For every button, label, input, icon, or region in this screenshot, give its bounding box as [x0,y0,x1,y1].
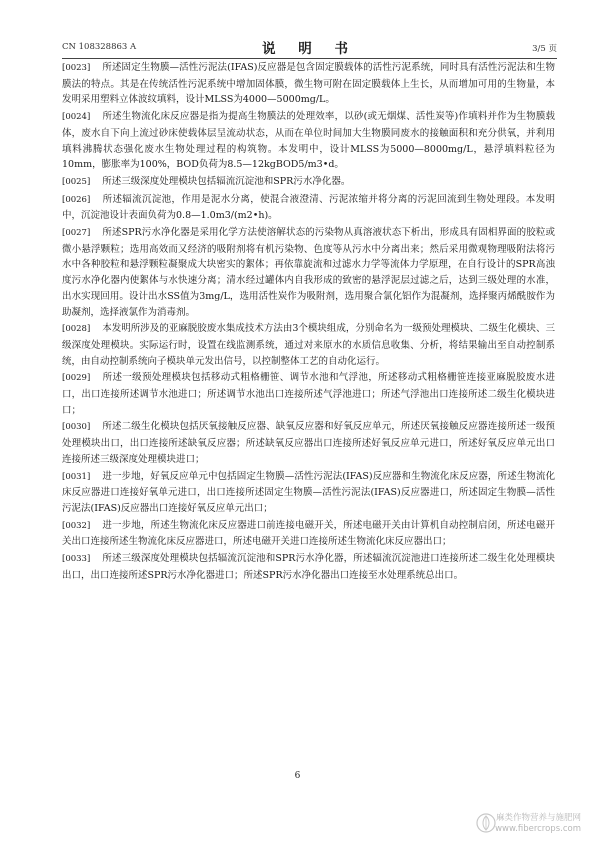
paragraph-text: 所述辐流沉淀池，作用是泥水分离，使混合液澄清、污泥浓缩并将分离的污泥回流到生物处理段。本发明中，沉淀池设计表面负荷为0.8—1.0m3/(m2•h)。 [62,193,555,222]
paragraph-number: [0024] [62,112,91,123]
site-watermark [495,813,581,835]
paragraph-text: 进一步地，所述生物流化床反应器进口前连接电磁开关，所述电磁开关由计算机自动控制启闭，所述电磁开关出口连接所述生物流化床反应器进口，所述电磁开关进口连接所述生物流化床反应器出口； [62,519,555,548]
paragraph-text: 所述三级深度处理模块包括辐流沉淀池和SPR污水净化器，所述辐流沉淀池进口连接所述二级生化处理模块出口，出口连接所述SPR污水净化器进口；所述SPR污水净化器出口连接至水处理系统总出口。 [62,553,555,581]
paragraph-number: [0031] [62,471,91,482]
paragraph-number: [0023] [62,63,91,73]
page-header [62,36,557,58]
paragraph-number: [0028] [62,324,91,335]
paragraph-0031 [62,469,555,517]
paragraph-text: 所述SPR污水净化器是采用化学方法使溶解状态的污染物从真溶液状态下析出，形成具有固相界面的胶粒或微小悬浮颗粒；选用高效而又经济的吸附剂将有机污染物、色度等从污水中分离出来；然后采用微观物理吸附法将污水中各种胶粒和悬浮颗粒凝聚成大块密实的絮体；再依靠旋流和过滤水力学等流体力学原理，在自行设计的SPR高浊度污水净化器内使絮体与水快速分离；清水经过罐体内自我形成的致密的悬浮泥层过滤之后，达到三级处理的水准，出水实现回用。设计出水SS值为3mg/L，选用活性炭作为吸附剂，选用聚合氯化铝作为混凝剂，选择聚丙烯酰胺作为助凝剂，选择液氯作为消毒剂。 [62,227,555,318]
paragraph-0033 [62,551,555,583]
paragraph-text: 所述固定生物膜—活性污泥法(IFAS)反应器是包含固定膜载体的活性污泥系统，同时具有活性污泥法和生物膜法的特点。其是在传统活性污泥系统中增加固体膜，微生物可附在固定膜载体上生长，从而增加可用的生物量，本发明采用塑料立体波纹填料，设计MLSS为4000—5000mg/L。 [62,62,555,106]
paragraph-number: [0026] [62,194,91,205]
document-body [62,60,555,585]
paragraph-number: [0025] [62,176,91,187]
document-title: 说 明 书 [262,41,357,57]
paragraph-0028 [62,321,555,369]
paragraph-0026 [62,192,555,224]
page-indicator: 3/5 页 [532,44,557,54]
paragraph-number: [0033] [62,554,91,565]
paragraph-number: [0029] [62,373,91,384]
paragraph-0030 [62,419,555,467]
watermark-logo-icon [475,812,497,834]
paragraph-0032 [62,518,555,550]
paragraph-0029 [62,370,555,418]
paragraph-text: 本发明所涉及的亚麻脱胶废水集成技术方法由3个模块组成，分别命名为一级预处理模块、二级生化模块、三级深度处理模块。实际运行时，设置在线监测系统，通过对来原水的水质信息收集、分析，将结果输出至自动控制系统，由自动控制系统向子模块单元发出信号，以控制整体工艺的自动化运行。 [62,323,555,367]
paragraph-number: [0027] [62,228,91,239]
paragraph-number: [0030] [62,422,91,433]
paragraph-text: 所述一级预处理模块包括移动式粗格栅笹、调节水池和气浮池，所述移动式粗格栅笹连接亚麻脱胶废水进口，出口连接所述调节水池进口；所述调节水池出口连接所述气浮池进口；所述气浮池出口连接所述二级生化模块进口； [62,372,555,416]
paragraph-text: 所述三级深度处理模块包括辐流沉淀池和SPR污水净化器。 [102,175,351,187]
paragraph-number: [0032] [62,520,91,531]
publication-number: CN 108328863 A [62,42,137,52]
paragraph-text: 进一步地，好氧反应单元中包括固定生物膜—活性污泥法(IFAS)反应器和生物流化床反应器，所述生物流化床反应器进口连接好氧单元进口，出口连接所述固定生物膜—活性污泥法(IFAS)反应器进口，所述固定生物膜—活性污泥法(IFAS)反应器出口连接好氧反应单元出口； [62,470,555,514]
watermark-title: 麻类作物营养与施肥网 [495,813,581,823]
paragraph-0023 [62,60,555,108]
page-number: 6 [294,771,301,781]
watermark-url: www.fibercrops.com [495,824,581,834]
paragraph-0024 [62,109,555,173]
paragraph-text: 所述二级生化模块包括厌氧接触反应器、缺氧反应器和好氧反应单元，所述厌氧接触反应器连接所述一级预处理模块出口，出口连接所述缺氧反应器；所述缺氧反应器出口连接所述好氧反应单元进口，所述好氧反应单元出口连接所述三级深度处理模块进口； [62,421,555,465]
paragraph-0025 [62,174,555,191]
paragraph-0027 [62,225,555,320]
paragraph-text: 所述生物流化床反应器是指为提高生物膜法的处理效率，以砂(或无烟煤、活性炭等)作填料并作为生物膜载体，废水自下向上流过砂床使载体层呈流动状态，从而在单位时间加大生物膜同废水的接触面积和充分供氧，并利用填料沸腾状态强化废水生物处理过程的构筑物。本发明中，设计MLSS为5000—8000mg/L，悬浮填料粒径为10mm，膨胀率为100%，BOD负荷为8.5—12kgBOD5/m3•d。 [62,111,555,171]
header-rule [62,58,557,59]
